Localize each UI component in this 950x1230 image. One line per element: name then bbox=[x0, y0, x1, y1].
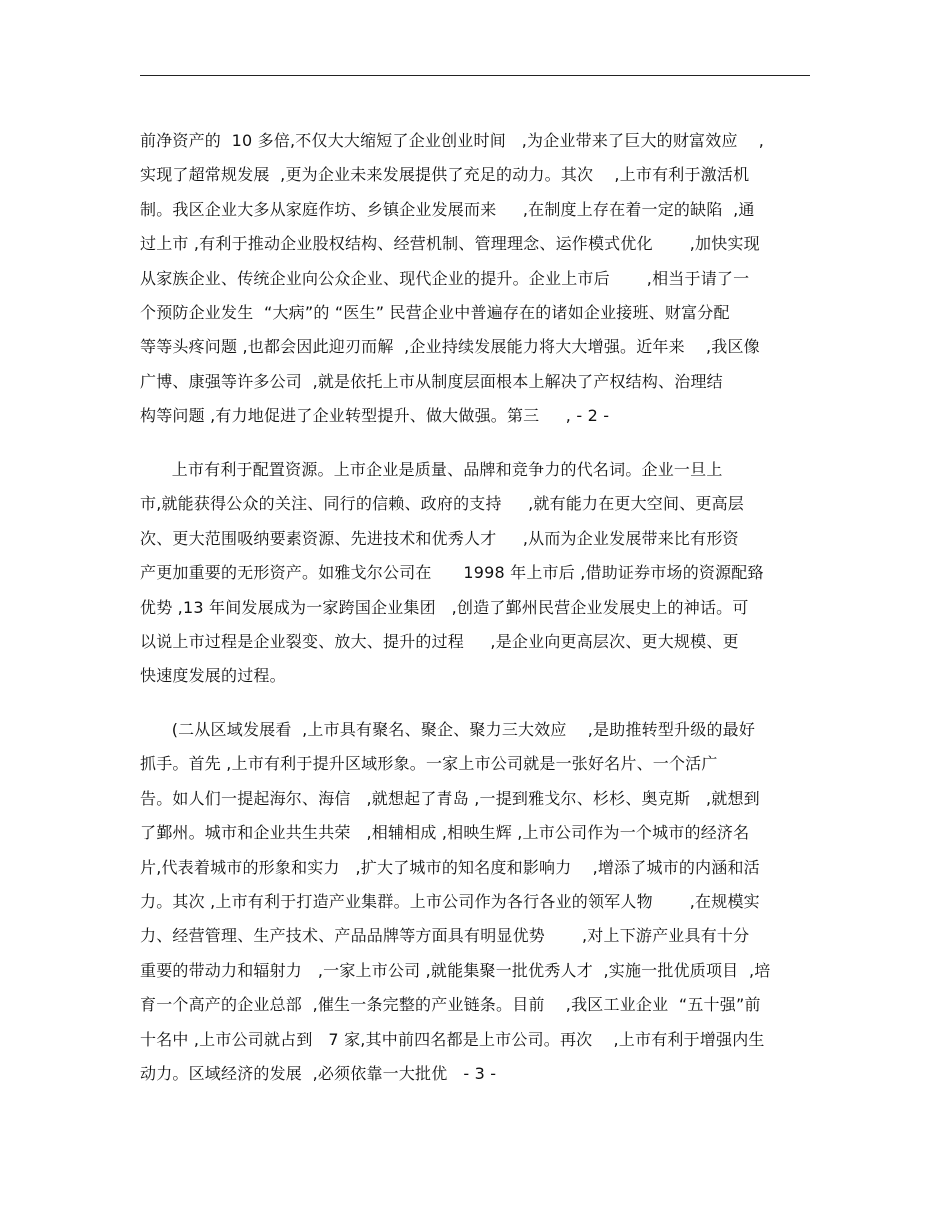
text-line: 片,代表着城市的形象和实力 ,扩大了城市的知名度和影响力 ,增添了城市的内涵和活 bbox=[140, 857, 760, 877]
text-line: 市,就能获得公众的关注、同行的信赖、政府的支持 ,就有能力在更大空间、更高层 bbox=[140, 494, 745, 514]
text-line: 育一个高产的企业总部 ,催生一条完整的产业链条。目前 ,我区工业企业 “五十强”前 bbox=[140, 995, 761, 1015]
text-line: 力。其次 ,上市有利于打造产业集群。上市公司作为各行各业的领军人物 ,在规模实 bbox=[140, 891, 760, 911]
text-line: 过上市 ,有利于推动企业股权结构、经营机制、管理理念、运作模式优化 ,加快实现 bbox=[140, 234, 760, 254]
text-line: 产更加重要的无形资产。如雅戈尔公司在 1998 年上市后 ,借助证券市场的资源配臵 bbox=[140, 563, 764, 583]
text-line: 广博、康强等许多公司 ,就是依托上市从制度层面根本上解决了产权结构、治理结 bbox=[140, 371, 723, 391]
text-line: 优势 ,13 年间发展成为一家跨国企业集团 ,创造了鄞州民营企业发展史上的神话。可 bbox=[140, 597, 749, 617]
text-line: 上市有利于配置资源。上市企业是质量、品牌和竞争力的代名词。企业一旦上 bbox=[140, 460, 723, 479]
text-line: 告。如人们一提起海尔、海信 ,就想起了青岛 ,一提到雅戈尔、杉杉、奥克斯 ,就想到 bbox=[140, 788, 760, 808]
text-line: (二从区域发展看 ,上市具有聚名、聚企、聚力三大效应 ,是助推转型升级的最好 bbox=[140, 720, 756, 739]
text-line: 动力。区域经济的发展 ,必须依靠一大批优 - 3 - bbox=[140, 1063, 497, 1083]
text-line: 十名中 ,上市公司就占到 7 家,其中前四名都是上市公司。再次 ,上市有利于增强内生 bbox=[140, 1029, 765, 1049]
header-rule bbox=[140, 75, 810, 76]
text-line: 抓手。首先 ,上市有利于提升区域形象。一家上市公司就是一张好名片、一个活广 bbox=[140, 754, 718, 774]
text-line: 制。我区企业大多从家庭作坊、乡镇企业发展而来 ,在制度上存在着一定的缺陷 ,通 bbox=[140, 199, 755, 219]
text-line: 构等问题 ,有力地促进了企业转型提升、做大做强。第三 , - 2 - bbox=[140, 406, 610, 426]
text-line: 等等头疼问题 ,也都会因此迎刃而解 ,企业持续发展能力将大大增强。近年来 ,我区像 bbox=[140, 337, 760, 357]
text-line: 前净资产的 10 多倍,不仅大大缩短了企业创业时间 ,为企业带来了巨大的财富效应 , bbox=[140, 131, 765, 150]
paragraph-1 bbox=[140, 124, 820, 434]
paragraph-3 bbox=[140, 713, 820, 1091]
text-line: 力、经营管理、生产技术、产品品牌等方面具有明显优势 ,对上下游产业具有十分 bbox=[140, 926, 750, 946]
text-line: 了鄞州。城市和企业共生共荣 ,相辅相成 ,相映生辉 ,上市公司作为一个城市的经济名 bbox=[140, 823, 750, 843]
text-line: 实现了超常规发展 ,更为企业未来发展提供了充足的动力。其次 ,上市有利于激活机 bbox=[140, 165, 750, 185]
text-line: 重要的带动力和辐射力 ,一家上市公司 ,就能集聚一批优秀人才 ,实施一批优质项目 ,培 bbox=[140, 960, 771, 980]
text-line: 快速度发展的过程。 bbox=[140, 666, 286, 686]
text-line: 个预防企业发生 “大病”的 “医生” 民营企业中普遍存在的诸如企业接班、财富分配 bbox=[140, 302, 730, 322]
paragraph-2 bbox=[140, 453, 820, 694]
text-line: 次、更大范围吸纳要素资源、先进技术和优秀人才 ,从而为企业发展带来比有形资 bbox=[140, 528, 739, 548]
text-line: 以说上市过程是企业裂变、放大、提升的过程 ,是企业向更高层次、更大规模、更 bbox=[140, 631, 739, 651]
text-line: 从家族企业、传统企业向公众企业、现代企业的提升。企业上市后 ,相当于请了一 bbox=[140, 268, 750, 288]
